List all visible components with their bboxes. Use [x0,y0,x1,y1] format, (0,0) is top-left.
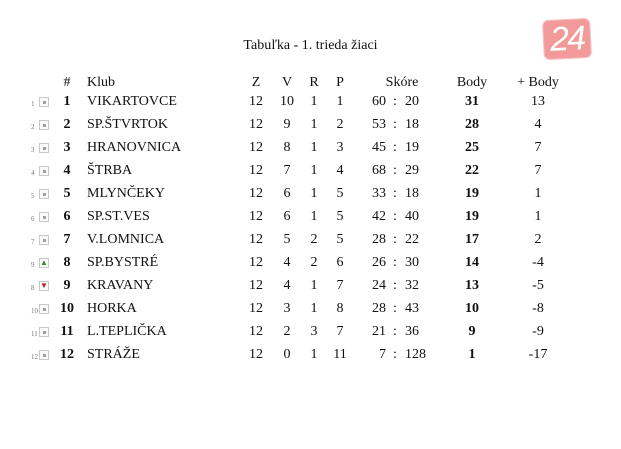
points: 14 [465,255,479,270]
table-row [0,163,621,186]
header-points: Body [456,75,488,90]
draws: 1 [310,140,318,155]
losses: 1 [336,94,344,109]
goals-against: 18 [405,117,419,132]
arrow-up-icon: ▲ [40,258,48,267]
draws: 2 [310,232,318,247]
goals-against: 19 [405,140,419,155]
matches-played: 12 [249,301,263,316]
draws: 1 [310,186,318,201]
no-change-icon [39,97,49,107]
no-change-icon [39,304,49,314]
wins: 8 [283,140,291,155]
plus-points: -8 [532,301,544,316]
table-title: Tabuľka - 1. trieda žiaci [243,38,378,53]
losses: 5 [336,209,344,224]
table-row [0,301,621,324]
previous-rank: 12 [31,353,38,361]
logo-text: 24 [549,19,585,59]
draws: 1 [310,278,318,293]
club-name[interactable]: VIKARTOVCE [87,94,177,109]
club-name[interactable]: MLYNČEKY [87,186,165,201]
draws: 1 [310,347,318,362]
plus-points: -17 [528,347,548,362]
losses: 8 [336,301,344,316]
draws: 3 [310,324,318,339]
goals-against: 22 [405,232,419,247]
matches-played: 12 [249,347,263,362]
table-row [0,186,621,209]
goals-for: 7 [379,347,386,362]
previous-rank: 11 [31,330,38,338]
no-change-icon [39,212,49,222]
rank: 11 [60,324,74,339]
goals-against: 32 [405,278,419,293]
wins: 0 [283,347,291,362]
score-separator: : [393,347,397,362]
plus-points: 2 [534,232,542,247]
matches-played: 12 [249,163,263,178]
rank: 10 [60,301,74,316]
previous-rank: 1 [31,100,35,108]
losses: 7 [336,324,344,339]
goals-for: 45 [372,140,386,155]
rank: 7 [63,232,71,247]
losses: 4 [336,163,344,178]
score-separator: : [393,255,397,270]
goals-against: 43 [405,301,419,316]
header-score: Skóre [385,75,419,90]
goals-for: 68 [372,163,386,178]
club-name[interactable]: V.LOMNICA [87,232,165,247]
matches-played: 12 [249,278,263,293]
previous-rank: 4 [31,169,35,177]
goals-against: 36 [405,324,419,339]
club-name[interactable]: ŠTRBA [87,163,133,178]
plus-points: -9 [532,324,544,339]
draws: 2 [310,255,318,270]
header-z: Z [251,75,261,90]
plus-points: -4 [532,255,544,270]
wins: 5 [283,232,291,247]
draws: 1 [310,301,318,316]
goals-for: 28 [372,301,386,316]
losses: 5 [336,232,344,247]
table-row [0,209,621,232]
losses: 2 [336,117,344,132]
losses: 3 [336,140,344,155]
losses: 5 [336,186,344,201]
club-name[interactable]: SP.BYSTRÉ [87,255,159,270]
matches-played: 12 [249,117,263,132]
header-r: R [309,75,319,90]
goals-for: 26 [372,255,386,270]
score-separator: : [393,278,397,293]
header-rank: # [63,75,71,90]
points: 31 [465,94,479,109]
arrow-down-icon: ▼ [40,281,48,290]
score-separator: : [393,301,397,316]
losses: 6 [336,255,344,270]
plus-points: 13 [531,94,545,109]
score-separator: : [393,186,397,201]
table-row [0,232,621,255]
goals-for: 21 [372,324,386,339]
points: 17 [465,232,479,247]
plus-points: -5 [532,278,544,293]
no-change-icon [39,166,49,176]
wins: 6 [283,209,291,224]
plus-points: 7 [534,140,542,155]
points: 1 [468,347,476,362]
goals-for: 24 [372,278,386,293]
no-change-icon [39,327,49,337]
rank: 2 [63,117,71,132]
no-change-icon [39,235,49,245]
header-plus-points: + Body [517,75,559,90]
rank: 3 [63,140,71,155]
wins: 4 [283,255,291,270]
wins: 10 [280,94,294,109]
draws: 1 [310,117,318,132]
club-name[interactable]: HORKA [87,301,137,316]
matches-played: 12 [249,255,263,270]
goals-for: 33 [372,186,386,201]
points: 22 [465,163,479,178]
club-name[interactable]: KRAVANY [87,278,154,293]
header-club: Klub [87,75,115,90]
matches-played: 12 [249,94,263,109]
rank: 4 [63,163,71,178]
rank: 9 [63,278,71,293]
rank: 1 [63,94,71,109]
plus-points: 1 [534,209,542,224]
goals-against: 30 [405,255,419,270]
points: 28 [465,117,479,132]
table-row [0,255,621,278]
header-p: P [336,75,344,90]
previous-rank: 3 [31,146,35,154]
score-separator: : [393,324,397,339]
no-change-icon [39,189,49,199]
goals-for: 53 [372,117,386,132]
previous-rank: 7 [31,238,35,246]
goals-for: 60 [372,94,386,109]
rank: 6 [63,209,71,224]
goals-against: 40 [405,209,419,224]
wins: 9 [283,117,291,132]
points: 19 [465,186,479,201]
score-separator: : [393,117,397,132]
score-separator: : [393,209,397,224]
points: 13 [465,278,479,293]
matches-played: 12 [249,209,263,224]
goals-against: 128 [405,347,426,362]
score-separator: : [393,163,397,178]
goals-against: 18 [405,186,419,201]
club-name[interactable]: SP.ŠTVRTOK [87,117,168,132]
goals-against: 20 [405,94,419,109]
losses: 11 [333,347,347,362]
matches-played: 12 [249,186,263,201]
wins: 6 [283,186,291,201]
table-row [0,347,621,370]
previous-rank: 2 [31,123,35,131]
rank: 8 [63,255,71,270]
club-name[interactable]: HRANOVNICA [87,140,182,155]
goals-for: 28 [372,232,386,247]
points: 10 [465,301,479,316]
wins: 3 [283,301,291,316]
previous-rank: 9 [31,261,35,269]
table-row [0,278,621,301]
rank: 12 [60,347,74,362]
plus-points: 7 [534,163,542,178]
table-header [0,75,621,93]
previous-rank: 6 [31,215,35,223]
rank: 5 [63,186,71,201]
previous-rank: 5 [31,192,35,200]
previous-rank: 8 [31,284,35,292]
matches-played: 12 [249,232,263,247]
no-change-icon [39,350,49,360]
table-row [0,324,621,347]
score-separator: : [393,232,397,247]
table-row [0,94,621,117]
draws: 1 [310,163,318,178]
previous-rank: 10 [31,307,38,315]
no-change-icon [39,120,49,130]
goals-against: 29 [405,163,419,178]
table-row [0,140,621,163]
wins: 4 [283,278,291,293]
table-row [0,117,621,140]
no-change-icon [39,143,49,153]
points: 19 [465,209,479,224]
header-v: V [281,75,293,90]
matches-played: 12 [249,140,263,155]
plus-points: 4 [534,117,542,132]
club-name[interactable]: L.TEPLIČKA [87,324,167,339]
plus-points: 1 [534,186,542,201]
club-name[interactable]: SP.ST.VES [87,209,150,224]
wins: 7 [283,163,291,178]
draws: 1 [310,209,318,224]
score-separator: : [393,140,397,155]
score-separator: : [393,94,397,109]
losses: 7 [336,278,344,293]
club-name[interactable]: STRÁŽE [87,347,140,362]
wins: 2 [283,324,291,339]
goals-for: 42 [372,209,386,224]
matches-played: 12 [249,324,263,339]
draws: 1 [310,94,318,109]
points: 25 [465,140,479,155]
points: 9 [468,324,476,339]
